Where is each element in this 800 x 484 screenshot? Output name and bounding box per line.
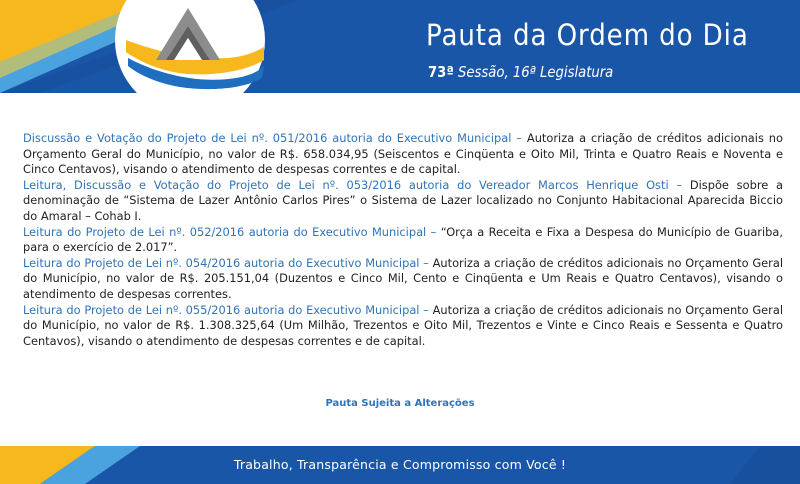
agenda-item bbox=[23, 225, 783, 256]
agenda-item bbox=[23, 303, 783, 350]
page-title: Pauta da Ordem do Dia bbox=[426, 18, 749, 52]
agenda-item-heading: Leitura do Projeto de Lei nº. 052/2016 autoria do Executivo Municipal – bbox=[23, 224, 441, 239]
agenda-item-text: Autoriza a criação de créditos adicionais no Orçamento Geral do Município, no valor de R$. 658.034,95 (Seiscentos e Cinqüenta e Oito Mil, Trinta e Quatro Reais e Noventa e Cinco Centavos), visando o atendimento de despesas correntes e de capital. bbox=[23, 131, 783, 177]
header-banner bbox=[0, 0, 800, 93]
agenda-item-text: Autoriza a criação de créditos adicionais no Orçamento Geral do Município, no valor de R$. 1.308.325,64 (Um Milhão, Trezentos e Oito Mil, Trezentos e Vinte e Cinco Reais e Sessenta e Quatro Centavos), visando o atendimento de despesas correntes e de capital. bbox=[23, 302, 783, 348]
session-subtitle bbox=[428, 63, 613, 81]
session-number: 73ª bbox=[428, 63, 454, 81]
agenda-item-heading: Leitura do Projeto de Lei nº. 055/2016 autoria do Executivo Municipal – bbox=[23, 302, 433, 317]
chamber-logo bbox=[118, 0, 268, 93]
agenda-item bbox=[23, 178, 783, 225]
footer-slogan: Trabalho, Transparência e Compromisso com Você ! bbox=[233, 457, 567, 472]
agenda-item bbox=[23, 131, 783, 178]
agenda-item bbox=[23, 256, 783, 303]
agenda-item-heading: Leitura, Discussão e Votação do Projeto de Lei nº. 053/2016 autoria do Vereador Marcos Henrique Osti – bbox=[23, 177, 690, 192]
agenda-note: Pauta Sujeita a Alterações bbox=[325, 398, 475, 409]
session-label: Sessão, 16ª Legislatura bbox=[453, 63, 614, 81]
agenda-item-text: Dispõe sobre a denominação de “Sistema de Lazer Antônio Carlos Pires” o Sistema de Lazer localizado no Conjunto Habitacional Aparecida Biccio do Amaral – Cohab I. bbox=[23, 177, 784, 223]
footer-banner bbox=[0, 446, 800, 484]
agenda-item-heading: Discussão e Votação do Projeto de Lei nº. 051/2016 autoria do Executivo Municipal – bbox=[23, 131, 527, 145]
agenda-item-heading: Leitura do Projeto de Lei nº. 054/2016 autoria do Executivo Municipal – bbox=[23, 255, 433, 270]
agenda-list bbox=[23, 131, 783, 349]
agenda-item-text: “Orça a Receita e Fixa a Despesa do Município de Guariba, para o exercício de 2.017”. bbox=[23, 224, 783, 255]
agenda-item-text: Autoriza a criação de créditos adicionais no Orçamento Geral do Município, no valor de R$. 205.151,04 (Duzentos e Cinco Mil, Cento e Cinqüenta e Um Reais e Quatro Centavos), visando o atendimento de despesas correntes. bbox=[23, 255, 783, 301]
